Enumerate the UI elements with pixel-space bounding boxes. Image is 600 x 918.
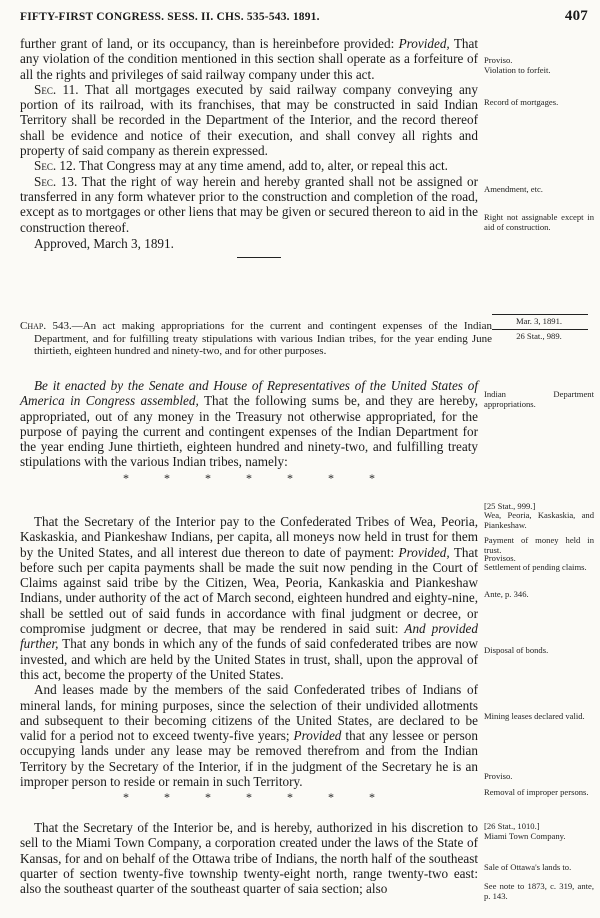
margin-stat-1010: [26 Stat., 1010.] <box>484 821 540 831</box>
confederated-tribes-provisions <box>20 514 478 810</box>
margin-miami: Miami Town Company. <box>484 831 566 841</box>
act-closing-sections <box>20 36 478 258</box>
margin-provisos: Provisos. <box>484 553 516 563</box>
running-head: FIFTY-FIRST CONGRESS. SESS. II. CHS. 535-543. 1891. <box>20 11 320 23</box>
margin-rule <box>492 314 588 315</box>
margin-statref: 26 Stat., 989. <box>516 330 562 341</box>
margin-record: Record of mortgages. <box>484 97 559 107</box>
margin-proviso-2: Proviso. <box>484 771 513 781</box>
margin-ante-346: Ante, p. 346. <box>484 589 529 599</box>
chapter-heading: Chap. 543.—An act making appropriations for the current and contingent expenses of the Indian Department, and for fulfilling treaty stipulations with various Indian tribes, for the year ending June thirtieth, eighteen hundred and ninety-two, and for other purposes. <box>20 320 492 358</box>
margin-disposal: Disposal of bonds. <box>484 645 549 655</box>
page-number: 407 <box>564 8 588 24</box>
margin-amendment: Amendment, etc. <box>484 184 543 194</box>
margin-right-not-assignable: Right not assignable except in aid of construction. <box>484 212 594 232</box>
margin-proviso: Proviso. <box>484 55 513 65</box>
miami-town-provision <box>20 820 478 896</box>
section-label: Sec. 12. <box>34 158 76 174</box>
section-13: Sec. 13. That the right of way herein and hereby granted shall not be assigned or transferred in any form whatever prior to the construction and completion of the road, except as to mortgages or other liens that may be given or secured thereon to aid in the construction thereof. <box>20 173 478 235</box>
enacting-italic: Be it enacted by the Senate and House of Representatives of the United States of America in Congress assembled, <box>20 378 478 409</box>
paragraph-leases: And leases made by the members of the said Confederated tribes of Indians of mineral lands, for mining purposes, since the selection of their undivided allotments and subsequent to their becoming citizens of the United States, are declared to be valid for a period not to exceed twenty-five years; Provided that any lessee or person occupying lands under any lease may be removed therefrom and from the Indian Territory by the Secretary of the Interior, if in the judgment of the Secretary he is an improper person to reside or remain in such Territory. <box>20 682 478 790</box>
margin-wea: Wea, Peoria, Kaskaskia, and Piankeshaw. <box>484 510 594 530</box>
enacting-clause <box>20 378 478 491</box>
approved-line: Approved, March 3, 1891. <box>34 235 174 251</box>
chapter-label: Chap. 543. <box>20 320 72 332</box>
paragraph-payment: That the Secretary of the Interior pay to the Confederated Tribes of Wea, Peoria, Kaskaskia, and Piankeshaw Indians, per capita, all moneys now held in trust for them by the United States, and all interest due thereon to date of payment: Provided, That before such per capita payments shall be made the suit now pending in the Court of Claims against said tribe by the Citizen, Wea, Peoria, Kankaskia and Piankeshaw Indians, under authority of the act of March second, eighteen hundred and eighty-nine, shall be settled out of said funds in accordance with final judgment or decree, or compromise judgment or decree, that may be rendered in said suit: And provided further, That any bonds in which any of the funds of said confederated tribes are now invested, and which are held by the United States in trust, shall, upon the approval of this act, become the property of the United States. <box>20 514 478 682</box>
margin-notes <box>484 0 594 918</box>
section-divider <box>237 257 281 258</box>
section-11: Sec. 11. That all mortgages executed by said railway company conveying any portion of its railroad, with its franchises, that may be constructed in said Indian Territory shall be recorded in the Department of the Interior, and the record thereof shall be evidence and notice of their execution, and shall convey all rights and property of said company as therein expressed. <box>20 81 478 159</box>
margin-removal: Removal of improper persons. <box>484 787 589 797</box>
margin-date-block <box>484 312 594 341</box>
paragraph-miami: That the Secretary of the Interior be, and is hereby, authorized in his discretion to sell to the Miami Town Company, a corporation created under the laws of the State of Kansas, for and on behalf of the Ottawa tribe of Indians, the north half of the southeast quarter of section twenty-five township twenty-eight north, range twenty-two east: also the southeast quarter of the southeast quarter of saia section; also <box>20 820 478 897</box>
margin-date: Mar. 3, 1891. <box>515 316 563 326</box>
enacting-paragraph: Be it enacted by the Senate and House of Representatives of the United States of America in Congress assembled, That the following sums be, and they are hereby, appropriated, out of any money in the Treasury not otherwise appropriated, for the purpose of paying the current and contingent expenses of the Indian Department for the year ending June thirtieth, eighteen hundred and ninety-two, and fulfilling treaty stipulations with the various Indian tribes, namely: <box>20 378 478 470</box>
section-label: Sec. 11. <box>34 81 79 97</box>
omission-stars: * * * * * * * <box>123 470 375 485</box>
margin-rule <box>492 329 588 330</box>
margin-settlement: Settlement of pending claims. <box>484 562 587 572</box>
section-label: Sec. 13. <box>34 173 78 189</box>
margin-stat-999: [25 Stat., 999.] <box>484 501 536 511</box>
omission-stars: * * * * * * * <box>123 790 375 805</box>
margin-violation: Violation to forfeit. <box>484 65 551 75</box>
section-12: Sec. 12. That Congress may at any time amend, add to, alter, or repeal this act. <box>34 158 448 174</box>
proviso-italic: Provided, <box>398 36 450 51</box>
paragraph-forfeiture: further grant of land, or its occupancy, than is hereinbefore provided: Provided, That any violation of the condition mentioned in this section shall operate as a forfeiture of all the rights and privileges of said railway company under this act. <box>20 36 478 82</box>
margin-see-note: See note to 1873, c. 319, ante, p. 143. <box>484 881 594 901</box>
margin-mining: Mining leases declared valid. <box>484 711 585 721</box>
margin-indian-department: Indian Department appropriations. <box>484 389 594 409</box>
margin-payment: Payment of money held in trust. <box>484 535 594 555</box>
margin-sale: Sale of Ottawa's lands to. <box>484 862 572 872</box>
